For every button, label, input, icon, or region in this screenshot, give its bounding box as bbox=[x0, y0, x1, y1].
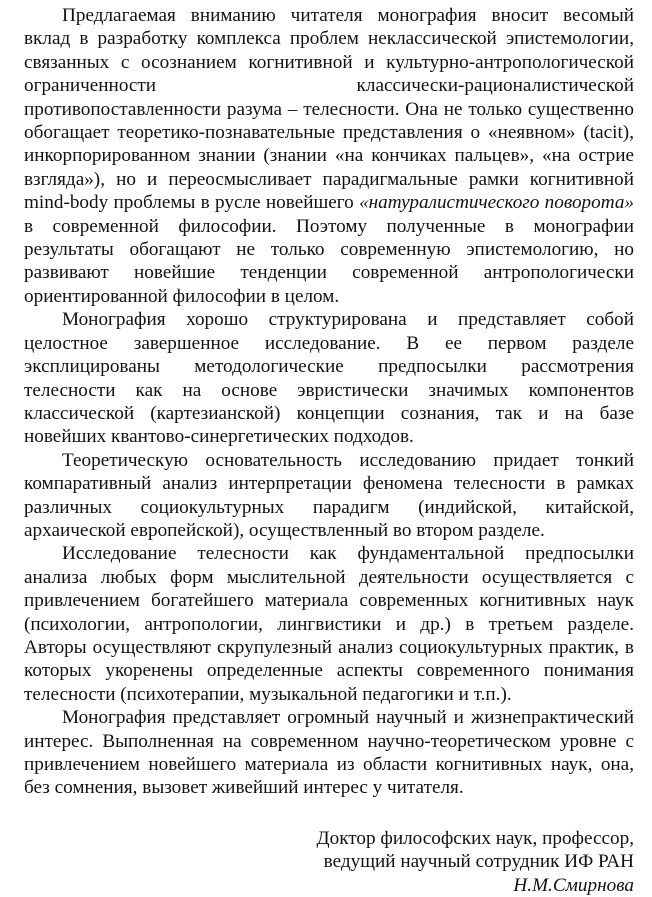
document-page bbox=[24, 4, 634, 897]
paragraph-2 bbox=[24, 308, 634, 448]
paragraph-3-text: Теоретическую основательность исследованию придает тонкий компаративный анализ интерпретации феномена телесности в рамках различных социокультурных парадигм (индийской, китайской, архаической европейской), осуществленный во втором разделе. bbox=[24, 449, 634, 541]
paragraph-1-text-end: в современной философии. Поэтому полученные в монографии результаты обогащают не только современную эпистемологию, но развивают новейшие тенденции современной антропологически ориентированной философии в целом. bbox=[24, 215, 634, 307]
paragraph-2-text: Монография хорошо структурирована и представляет собой целостное завершенное исследование. В ее первом разделе эксплицированы методологические предпосылки рассмотрения телесности как на основе эвристически значимых компонентов классической (картезианской) концепции сознания, так и на базе новейших квантово-синергетических подходов. bbox=[24, 309, 634, 448]
signature-block bbox=[24, 827, 634, 897]
paragraph-5 bbox=[24, 706, 634, 800]
paragraph-1-italic-phrase: «натуралистического поворота» bbox=[359, 192, 635, 214]
paragraph-5-text: Монография представляет огромный научный и жизнепрактический интерес. Выполненная на современном научно-теоретическом уровне с привлечением новейшего материала из области когнитивных наук, она, без сомнения, вызовет живейший интерес у читателя. bbox=[24, 707, 634, 799]
paragraph-3 bbox=[24, 449, 634, 543]
paragraph-4-text: Исследование телесности как фундаментальной предпосылки анализа любых форм мыслительной деятельности осуществляется с привлечением богатейшего материала современных когнитивных наук (психологии, антропологии, лингвистики и др.) в третьем разделе. Авторы осуществляют скрупулезный анализ социокультурных практик, в которых укоренены определенные аспекты современного понимания телесности (психотерапии, музыкальной педагогики и т.п.). bbox=[24, 543, 634, 705]
paragraph-1 bbox=[24, 4, 634, 308]
paragraph-1-text-start: Предлагаемая вниманию читателя монография вносит весомый вклад в разработку комплекса проблем неклассической эпистемологии, связанных с осознанием когнитивной и культурно-антропологической ограниченности классически-рационалистической противопоставленности разума – телесности. Она не только существенно обогащает теоретико-познавательные представления о «неявном» (tacit), инкорпорированном знании (знании «на кончиках пальцев», «на острие взгляда»), но и переосмысливает парадигмальные рамки когнитивной mind-body проблемы в русле новейшего bbox=[24, 5, 634, 214]
paragraph-4 bbox=[24, 542, 634, 706]
signature-position-line: ведущий научный сотрудник ИФ РАН bbox=[323, 851, 634, 873]
signature-author-name: Н.М.Смирнова bbox=[513, 874, 634, 896]
signature-degree-line: Доктор философских наук, профессор, bbox=[316, 827, 634, 849]
